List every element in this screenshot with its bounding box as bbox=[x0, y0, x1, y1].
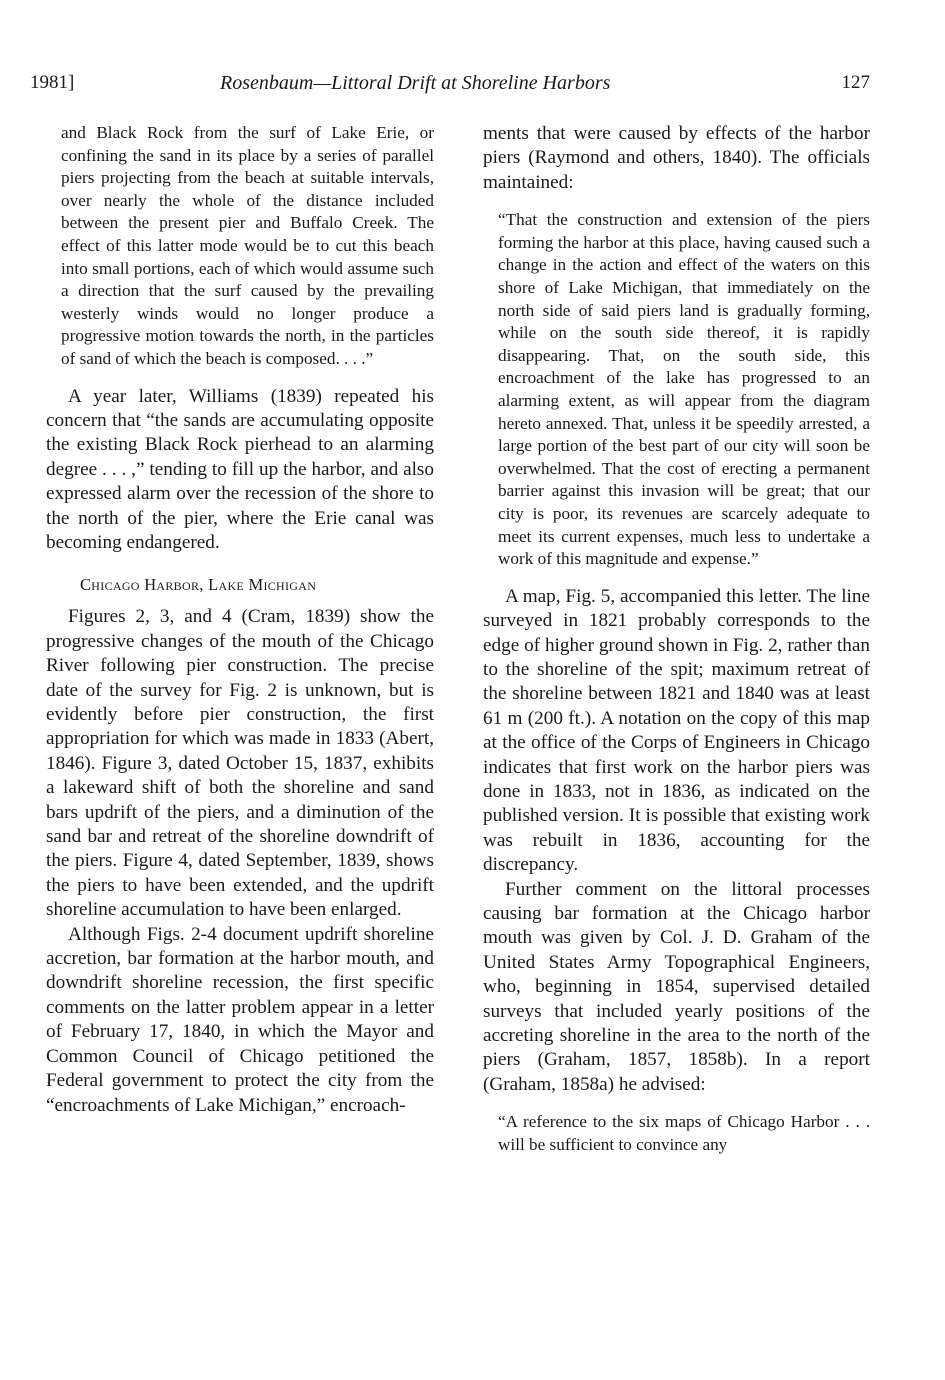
block-quote-continued: and Black Rock from the surf of Lake Erie, or confining the sand in its place by a series of parallel piers projecting from the beach at suitable intervals, over nearly the whole of the distance included between the present pier and Buffalo Creek. The effect of this latter mode would be to cut this beach into small portions, each of which would assume such a direction that the surf caused by the prevailing westerly winds would no longer produce a progressive motion towards the north, in the particles of sand of which the beach is composed. . . .” bbox=[61, 123, 434, 368]
block-quote-graham: “A reference to the six maps of Chicago Harbor . . . will be sufficient to convince any bbox=[498, 1112, 870, 1154]
paragraph-graham: Further comment on the littoral processes causing bar formation at the Chicago harbor mouth was given by Col. J. D. Graham of the United States Army Topographical Engineers, who, beginning in 1854, supervised detailed surveys that included yearly positions of the accreting shoreline in the area to the north of the piers (Graham, 1857, 1858b). In a report (Graham, 1858a) he advised: bbox=[483, 878, 870, 1095]
header-year: 1981] bbox=[30, 72, 75, 93]
section-heading: Chicago Harbor, Lake Michigan bbox=[80, 575, 317, 595]
paragraph-continued: ments that were caused by effects of the harbor piers (Raymond and others, 1840). The officials maintained: bbox=[483, 123, 870, 193]
paragraph-although: Although Figs. 2-4 document updrift shoreline accretion, bar formation at the harbor mouth, and downdrift shoreline recession, the first specific comments on the latter problem appear in a letter of February 17, 1840, in which the Mayor and Common Council of Chicago petitioned the Federal government to protect the city from the “encroachments of Lake Michigan,” encroach- bbox=[46, 923, 434, 1116]
right-column bbox=[483, 122, 870, 1156]
header-running-title: Rosenbaum—Littoral Drift at Shoreline Harbors bbox=[220, 72, 611, 94]
paragraph-map: A map, Fig. 5, accompanied this letter. The line surveyed in 1821 probably corresponds to the edge of higher ground shown in Fig. 2, rather than to the shoreline of the spit; maximum retreat of the shoreline between 1821 and 1840 was at least 61 m (200 ft.). A notation on the copy of this map at the office of the Corps of Engineers in Chicago indicates that first work on the harbor piers was done in 1833, not in 1836, as indicated on the published version. It is possible that existing work was rebuilt in 1836, accounting for the discrepancy. bbox=[483, 585, 870, 876]
block-quote-officials: “That the construction and extension of the piers forming the harbor at this place, having caused such a change in the action and effect of the waters on this shore of Lake Michigan, that immediately on the north side of said piers land is gradually forming, while on the south side thereof, it is rapidly disappearing. That, on the south side, this encroachment of the lake has progressed to an alarming extent, as will appear from the diagram hereto annexed. That, unless it be speedily arrested, a large portion of the best part of our city will soon be overwhelmed. That the cost of erecting a permanent barrier against this invasion will be great; that our city is poor, its revenues are scarcely adequate to meet its current expenses, much less to undertake a work of this magnitude and expense.” bbox=[498, 210, 870, 569]
paragraph-figures: Figures 2, 3, and 4 (Cram, 1839) show the progressive changes of the mouth of the Chicago River following pier construction. The precise date of the survey for Fig. 2 is unknown, but is evidently before pier construction, the first appropriation for which was made in 1833 (Abert, 1846). Figure 3, dated October 15, 1837, exhibits a lakeward shift of both the shoreline and sand bars updrift of the piers, and a diminution of the sand bar and retreat of the shoreline downdrift of the piers. Figure 4, dated September, 1839, shows the piers to have been extended, and the updrift shoreline accumulation to have been enlarged. bbox=[46, 606, 434, 921]
running-header bbox=[30, 72, 870, 100]
left-column bbox=[46, 122, 434, 1118]
paragraph-williams: A year later, Williams (1839) repeated his concern that “the sands are accumulating opposite the existing Black Rock pierhead to an alarming degree . . . ,” tending to fill up the harbor, and also expressed alarm over the recession of the shore to the north of the pier, where the Erie canal was becoming endangered. bbox=[46, 385, 434, 553]
page-number: 127 bbox=[841, 72, 870, 93]
